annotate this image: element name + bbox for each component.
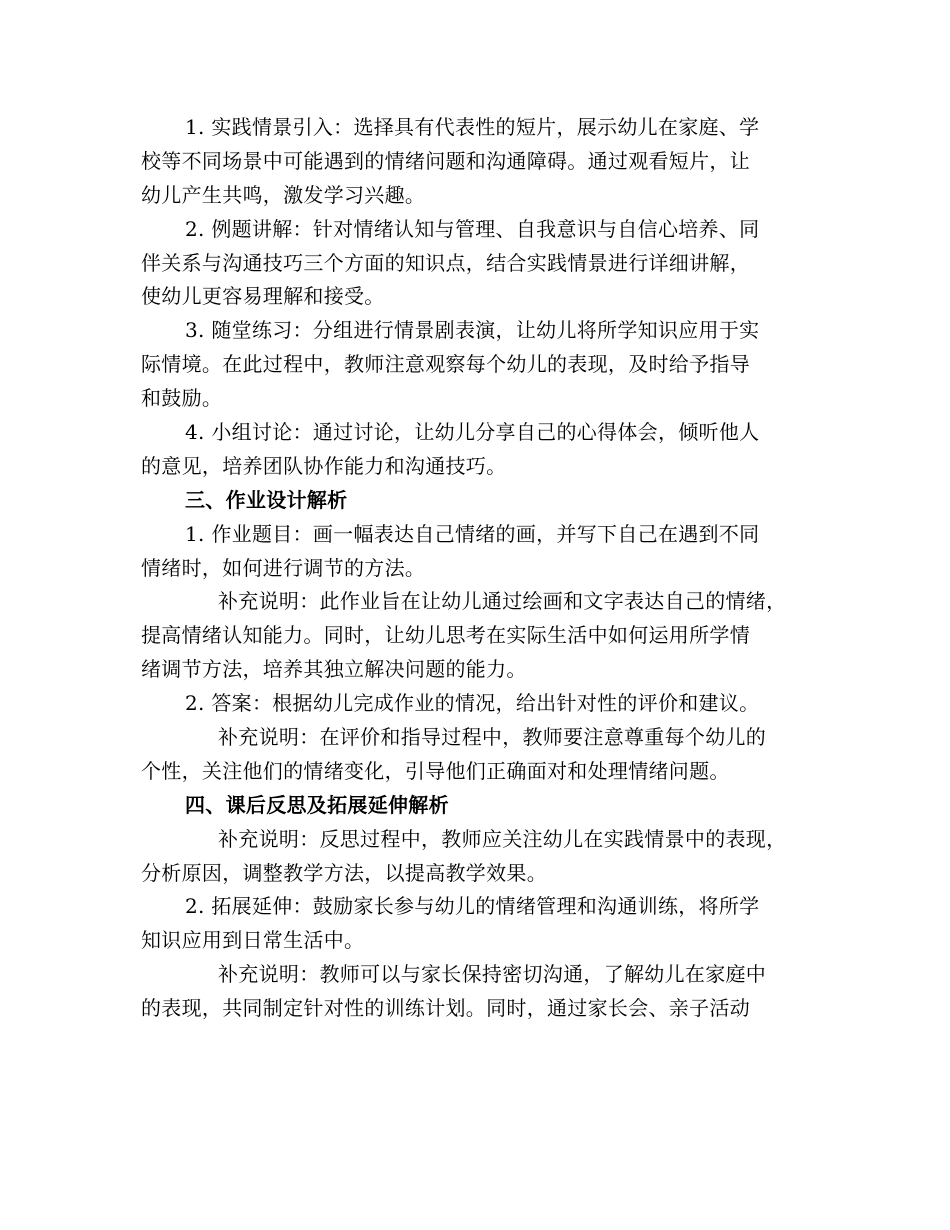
paragraph-line: 际情境。在此过程中，教师注意观察每个幼儿的表现，及时给予指导 (141, 352, 750, 377)
paragraph-line: 提高情绪认知能力。同时，让幼儿思考在实际生活中如何运用所学情 (141, 623, 750, 648)
document-page (141, 111, 809, 1026)
section-heading: 三、作业设计解析 (185, 487, 348, 512)
paragraph-line: 和鼓励。 (141, 386, 223, 411)
paragraph-line: 个性，关注他们的情绪变化，引导他们正确面对和处理情绪问题。 (141, 758, 730, 783)
paragraph-line: 补充说明：反思过程中，教师应关注幼儿在实践情景中的表现， (218, 826, 787, 851)
paragraph-line: 校等不同场景中可能遇到的情绪问题和沟通障碍。通过观看短片，让 (141, 148, 750, 173)
section-heading: 四、课后反思及拓展延伸解析 (185, 792, 449, 817)
paragraph-line: 绪调节方法，培养其独立解决问题的能力。 (141, 657, 527, 682)
paragraph-line: 分析原因，调整教学方法，以提高教学效果。 (141, 860, 547, 885)
paragraph-line: 幼儿产生共鸣，激发学习兴趣。 (141, 182, 426, 207)
paragraph-line: 使幼儿更容易理解和接受。 (141, 284, 385, 309)
paragraph-line: 的表现，共同制定针对性的训练计划。同时，通过家长会、亲子活动 (141, 996, 750, 1021)
paragraph-line: 伴关系与沟通技巧三个方面的知识点，结合实践情景进行详细讲解， (141, 250, 750, 275)
paragraph-line: 补充说明：在评价和指导过程中，教师要注意尊重每个幼儿的 (218, 725, 767, 750)
paragraph-line: 2. 例题讲解：针对情绪认知与管理、自我意识与自信心培养、同 (185, 216, 760, 241)
paragraph-line: 2. 拓展延伸：鼓励家长参与幼儿的情绪管理和沟通训练，将所学 (185, 894, 760, 919)
paragraph-line: 1. 实践情景引入：选择具有代表性的短片，展示幼儿在家庭、学 (185, 115, 760, 139)
paragraph-line: 情绪时，如何进行调节的方法。 (141, 555, 426, 580)
paragraph-line: 补充说明：此作业旨在让幼儿通过绘画和文字表达自己的情绪， (218, 589, 787, 614)
paragraph-line: 2. 答案：根据幼儿完成作业的情况，给出针对性的评价和建议。 (185, 691, 760, 716)
paragraph-line: 3. 随堂练习：分组进行情景剧表演，让幼儿将所学知识应用于实 (185, 318, 760, 343)
paragraph-line: 的意见，培养团队协作能力和沟通技巧。 (141, 453, 507, 478)
paragraph-line: 知识应用到日常生活中。 (141, 928, 365, 953)
paragraph-line: 4. 小组讨论：通过讨论，让幼儿分享自己的心得体会，倾听他人 (185, 420, 760, 445)
paragraph-line: 1. 作业题目：画一幅表达自己情绪的画，并写下自己在遇到不同 (185, 521, 760, 546)
paragraph-line: 补充说明：教师可以与家长保持密切沟通，了解幼儿在家庭中 (218, 962, 767, 987)
